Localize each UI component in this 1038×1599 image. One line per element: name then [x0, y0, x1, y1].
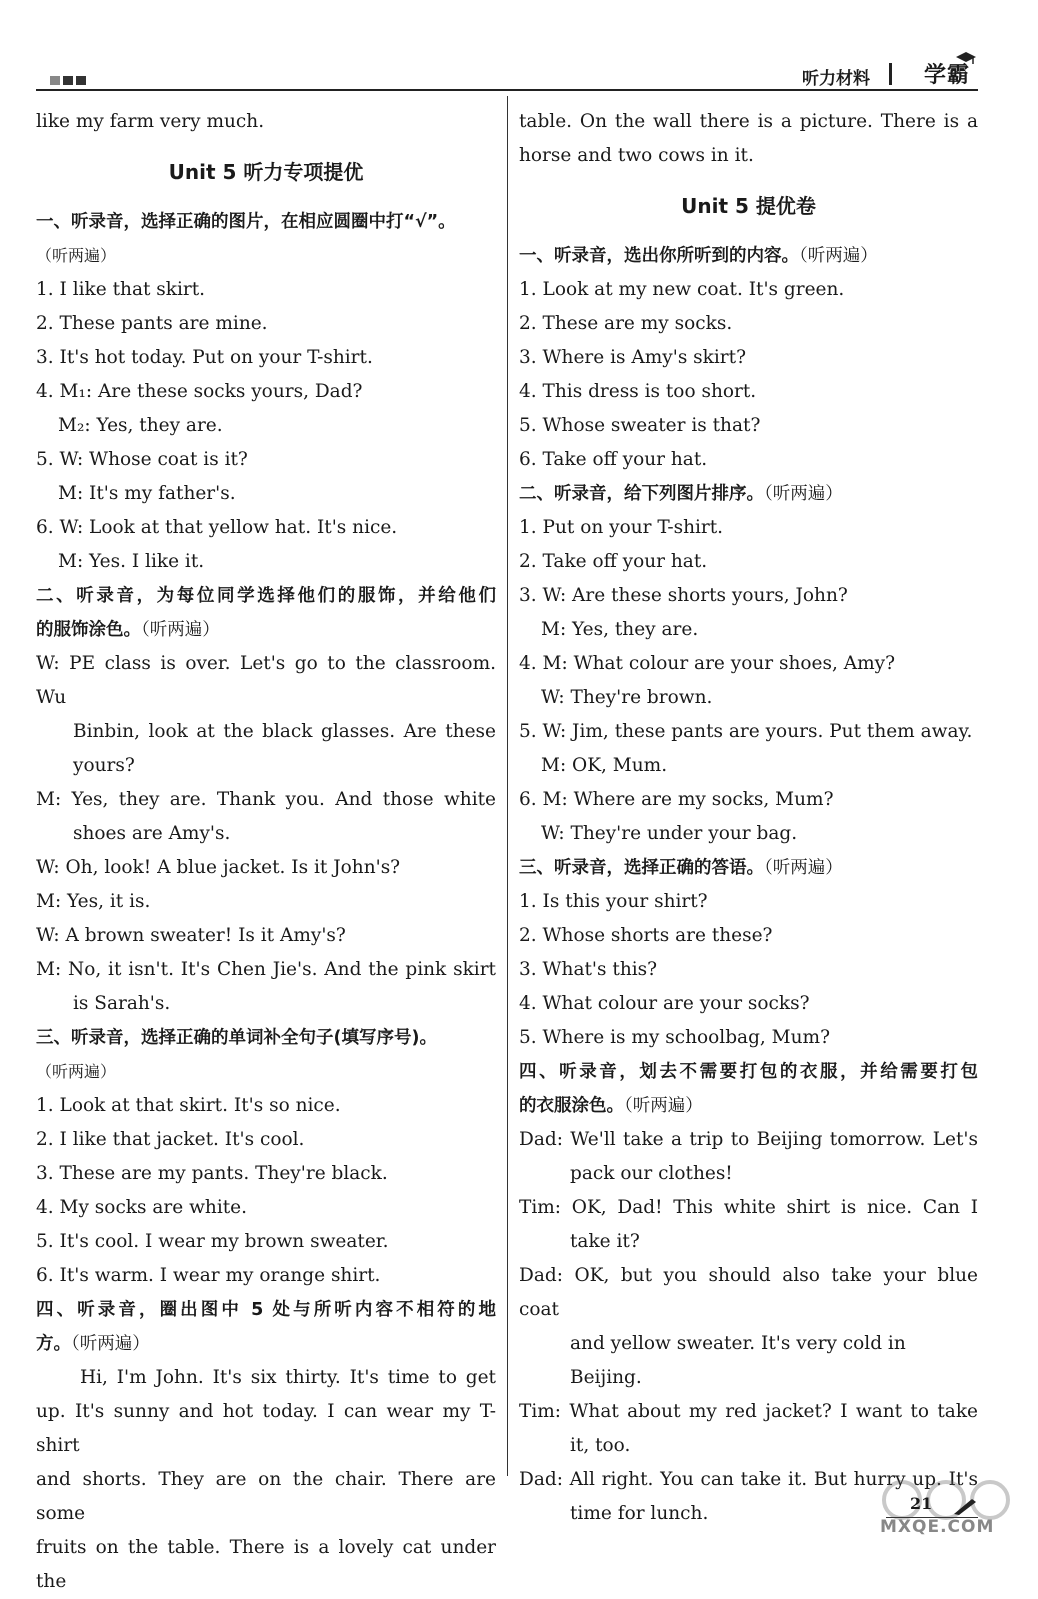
- header-section-title: 听力材料: [802, 69, 870, 89]
- text-line: like my farm very much.: [36, 111, 265, 132]
- text-line: 1. I like that skirt.: [36, 279, 206, 300]
- text-line: 5. W: Whose coat is it?: [36, 449, 248, 470]
- listen-twice-note: （听两遍）: [36, 1062, 117, 1081]
- text-line: fruits on the table. There is a lovely cat under the: [36, 1537, 496, 1592]
- text-line: M: OK, Mum.: [541, 755, 668, 776]
- listen-twice-note: （听两遍）: [71, 1334, 150, 1354]
- section-heading: 二、听录音，为每位同学选择他们的服饰，并给他们: [36, 586, 496, 606]
- text-line: is Sarah's.: [73, 993, 171, 1014]
- text-line: M: Yes, they are.: [541, 619, 699, 640]
- text-line: 4. What colour are your socks?: [519, 993, 810, 1014]
- text-line: 3. What's this?: [519, 959, 658, 980]
- text-line: W: PE class is over. Let's go to the classroom. Wu: [36, 653, 496, 708]
- text-line: 4. M: What colour are your shoes, Amy?: [519, 653, 896, 674]
- text-line: Dad: OK, but you should also take your blue coat: [519, 1265, 978, 1320]
- text-line: W: Oh, look! A blue jacket. Is it John's?: [36, 857, 401, 878]
- unit-title: Unit 5 提优卷: [681, 194, 816, 218]
- text-line: 1. Is this your shirt?: [519, 891, 708, 912]
- text-line: 5. W: Jim, these pants are yours. Put them away.: [519, 721, 973, 742]
- header-marks: [50, 76, 86, 85]
- pen-icon: [952, 1496, 980, 1516]
- text-line: M: It's my father's.: [58, 483, 236, 504]
- text-line: 4. M₁: Are these socks yours, Dad?: [36, 381, 363, 402]
- text-line: 2. Whose shorts are these?: [519, 925, 773, 946]
- text-line: M: No, it isn't. It's Chen Jie's. And the pink skirt: [36, 959, 496, 980]
- text-line: 6. It's warm. I wear my orange shirt.: [36, 1265, 381, 1286]
- text-line: M₂: Yes, they are.: [58, 415, 223, 436]
- text-line: 1. Look at that skirt. It's so nice.: [36, 1095, 341, 1116]
- section-heading-cont: 的服饰涂色。（听两遍）: [36, 620, 220, 640]
- text-line: 2. Take off your hat.: [519, 551, 708, 572]
- unit-title: Unit 5 听力专项提优: [168, 160, 364, 184]
- text-line: 5. It's cool. I wear my brown sweater.: [36, 1231, 389, 1252]
- text-line: Binbin, look at the black glasses. Are these: [73, 721, 496, 742]
- text-line: 4. This dress is too short.: [519, 381, 757, 402]
- text-line: M: Yes. I like it.: [58, 551, 205, 572]
- left-column: [36, 105, 496, 1599]
- text-line: M: Yes, they are. Thank you. And those white: [36, 789, 496, 810]
- text-line: and yellow sweater. It's very cold in Beijing.: [570, 1333, 906, 1388]
- text-line: time for lunch.: [570, 1503, 709, 1524]
- text-line: M: Yes, it is.: [36, 891, 151, 912]
- text-line: 4. My socks are white.: [36, 1197, 248, 1218]
- right-column: [519, 105, 978, 1531]
- section-heading: 四、听录音，划去不需要打包的衣服，并给需要打包: [519, 1062, 978, 1082]
- section-heading: 一、听录音，选择正确的图片，在相应圆圈中打“√”。: [36, 212, 456, 232]
- text-line: Tim: OK, Dad! This white shirt is nice. Can I: [519, 1197, 978, 1218]
- listen-twice-note: （听两遍）: [799, 246, 878, 266]
- text-line: 2. These pants are mine.: [36, 313, 268, 334]
- section-heading: 三、听录音，选择正确的单词补全句子(填写序号)。: [36, 1028, 437, 1048]
- listen-twice-note: （听两遍）: [36, 246, 117, 265]
- text-line: take it?: [570, 1231, 640, 1252]
- listen-twice-note: （听两遍）: [624, 1096, 703, 1116]
- text-line: table. On the wall there is a picture. There is a: [519, 111, 978, 132]
- text-line: W: They're under your bag.: [541, 823, 798, 844]
- text-line: 1. Put on your T-shirt.: [519, 517, 724, 538]
- text-line: horse and two cows in it.: [519, 145, 754, 166]
- header-rule: [36, 89, 978, 91]
- text-line: 3. It's hot today. Put on your T-shirt.: [36, 347, 373, 368]
- text-line: 5. Where is my schoolbag, Mum?: [519, 1027, 831, 1048]
- text-line: 5. Whose sweater is that?: [519, 415, 761, 436]
- watermark-text: MXQE.COM: [880, 1517, 995, 1537]
- text-line: 2. I like that jacket. It's cool.: [36, 1129, 305, 1150]
- text-line: 3. W: Are these shorts yours, John?: [519, 585, 848, 606]
- text-line: Dad: We'll take a trip to Beijing tomorrow. Let's: [519, 1129, 978, 1150]
- graduation-cap-icon: [956, 52, 976, 64]
- text-line: Hi, I'm John. It's six thirty. It's time to get: [80, 1367, 496, 1388]
- text-line: 1. Look at my new coat. It's green.: [519, 279, 845, 300]
- text-line: Tim: What about my red jacket? I want to take: [519, 1401, 978, 1422]
- page-header: [36, 58, 978, 92]
- text-line: pack our clothes!: [570, 1163, 733, 1184]
- section-heading: 三、听录音，选择正确的答语。（听两遍）: [519, 858, 843, 878]
- text-line: 6. W: Look at that yellow hat. It's nice.: [36, 517, 398, 538]
- listen-twice-note: （听两遍）: [764, 858, 843, 878]
- text-line: W: A brown sweater! Is it Amy's?: [36, 925, 346, 946]
- text-line: and shorts. They are on the chair. There are some: [36, 1469, 496, 1524]
- text-line: W: They're brown.: [541, 687, 713, 708]
- text-line: 2. These are my socks.: [519, 313, 733, 334]
- section-heading-cont: 的衣服涂色。（听两遍）: [519, 1096, 703, 1116]
- text-line: up. It's sunny and hot today. I can wear my T-shirt: [36, 1401, 496, 1456]
- text-line: shoes are Amy's.: [73, 823, 231, 844]
- text-line: 6. Take off your hat.: [519, 449, 708, 470]
- brand-logo: 学霸: [923, 63, 970, 88]
- text-line: 3. These are my pants. They're black.: [36, 1163, 388, 1184]
- page-number: 21: [910, 1494, 933, 1513]
- section-heading: 四、听录音，圈出图中 5 处与所听内容不相符的地: [36, 1300, 496, 1320]
- text-line: yours?: [73, 755, 135, 776]
- text-line: 6. M: Where are my socks, Mum?: [519, 789, 834, 810]
- footer-rule: [886, 1517, 978, 1518]
- text-line: Dad: All right. You can take it. But hurry up. It's: [519, 1469, 978, 1490]
- section-heading-cont: 方。（听两遍）: [36, 1334, 150, 1354]
- text-line: 3. Where is Amy's skirt?: [519, 347, 747, 368]
- column-divider: [507, 96, 508, 1476]
- listen-twice-note: （听两遍）: [764, 484, 843, 504]
- header-divider: [889, 63, 892, 85]
- section-heading: 二、听录音，给下列图片排序。（听两遍）: [519, 484, 843, 504]
- section-heading: 一、听录音，选出你所听到的内容。（听两遍）: [519, 246, 878, 266]
- listen-twice-note: （听两遍）: [141, 620, 220, 640]
- text-line: it, too.: [570, 1435, 631, 1456]
